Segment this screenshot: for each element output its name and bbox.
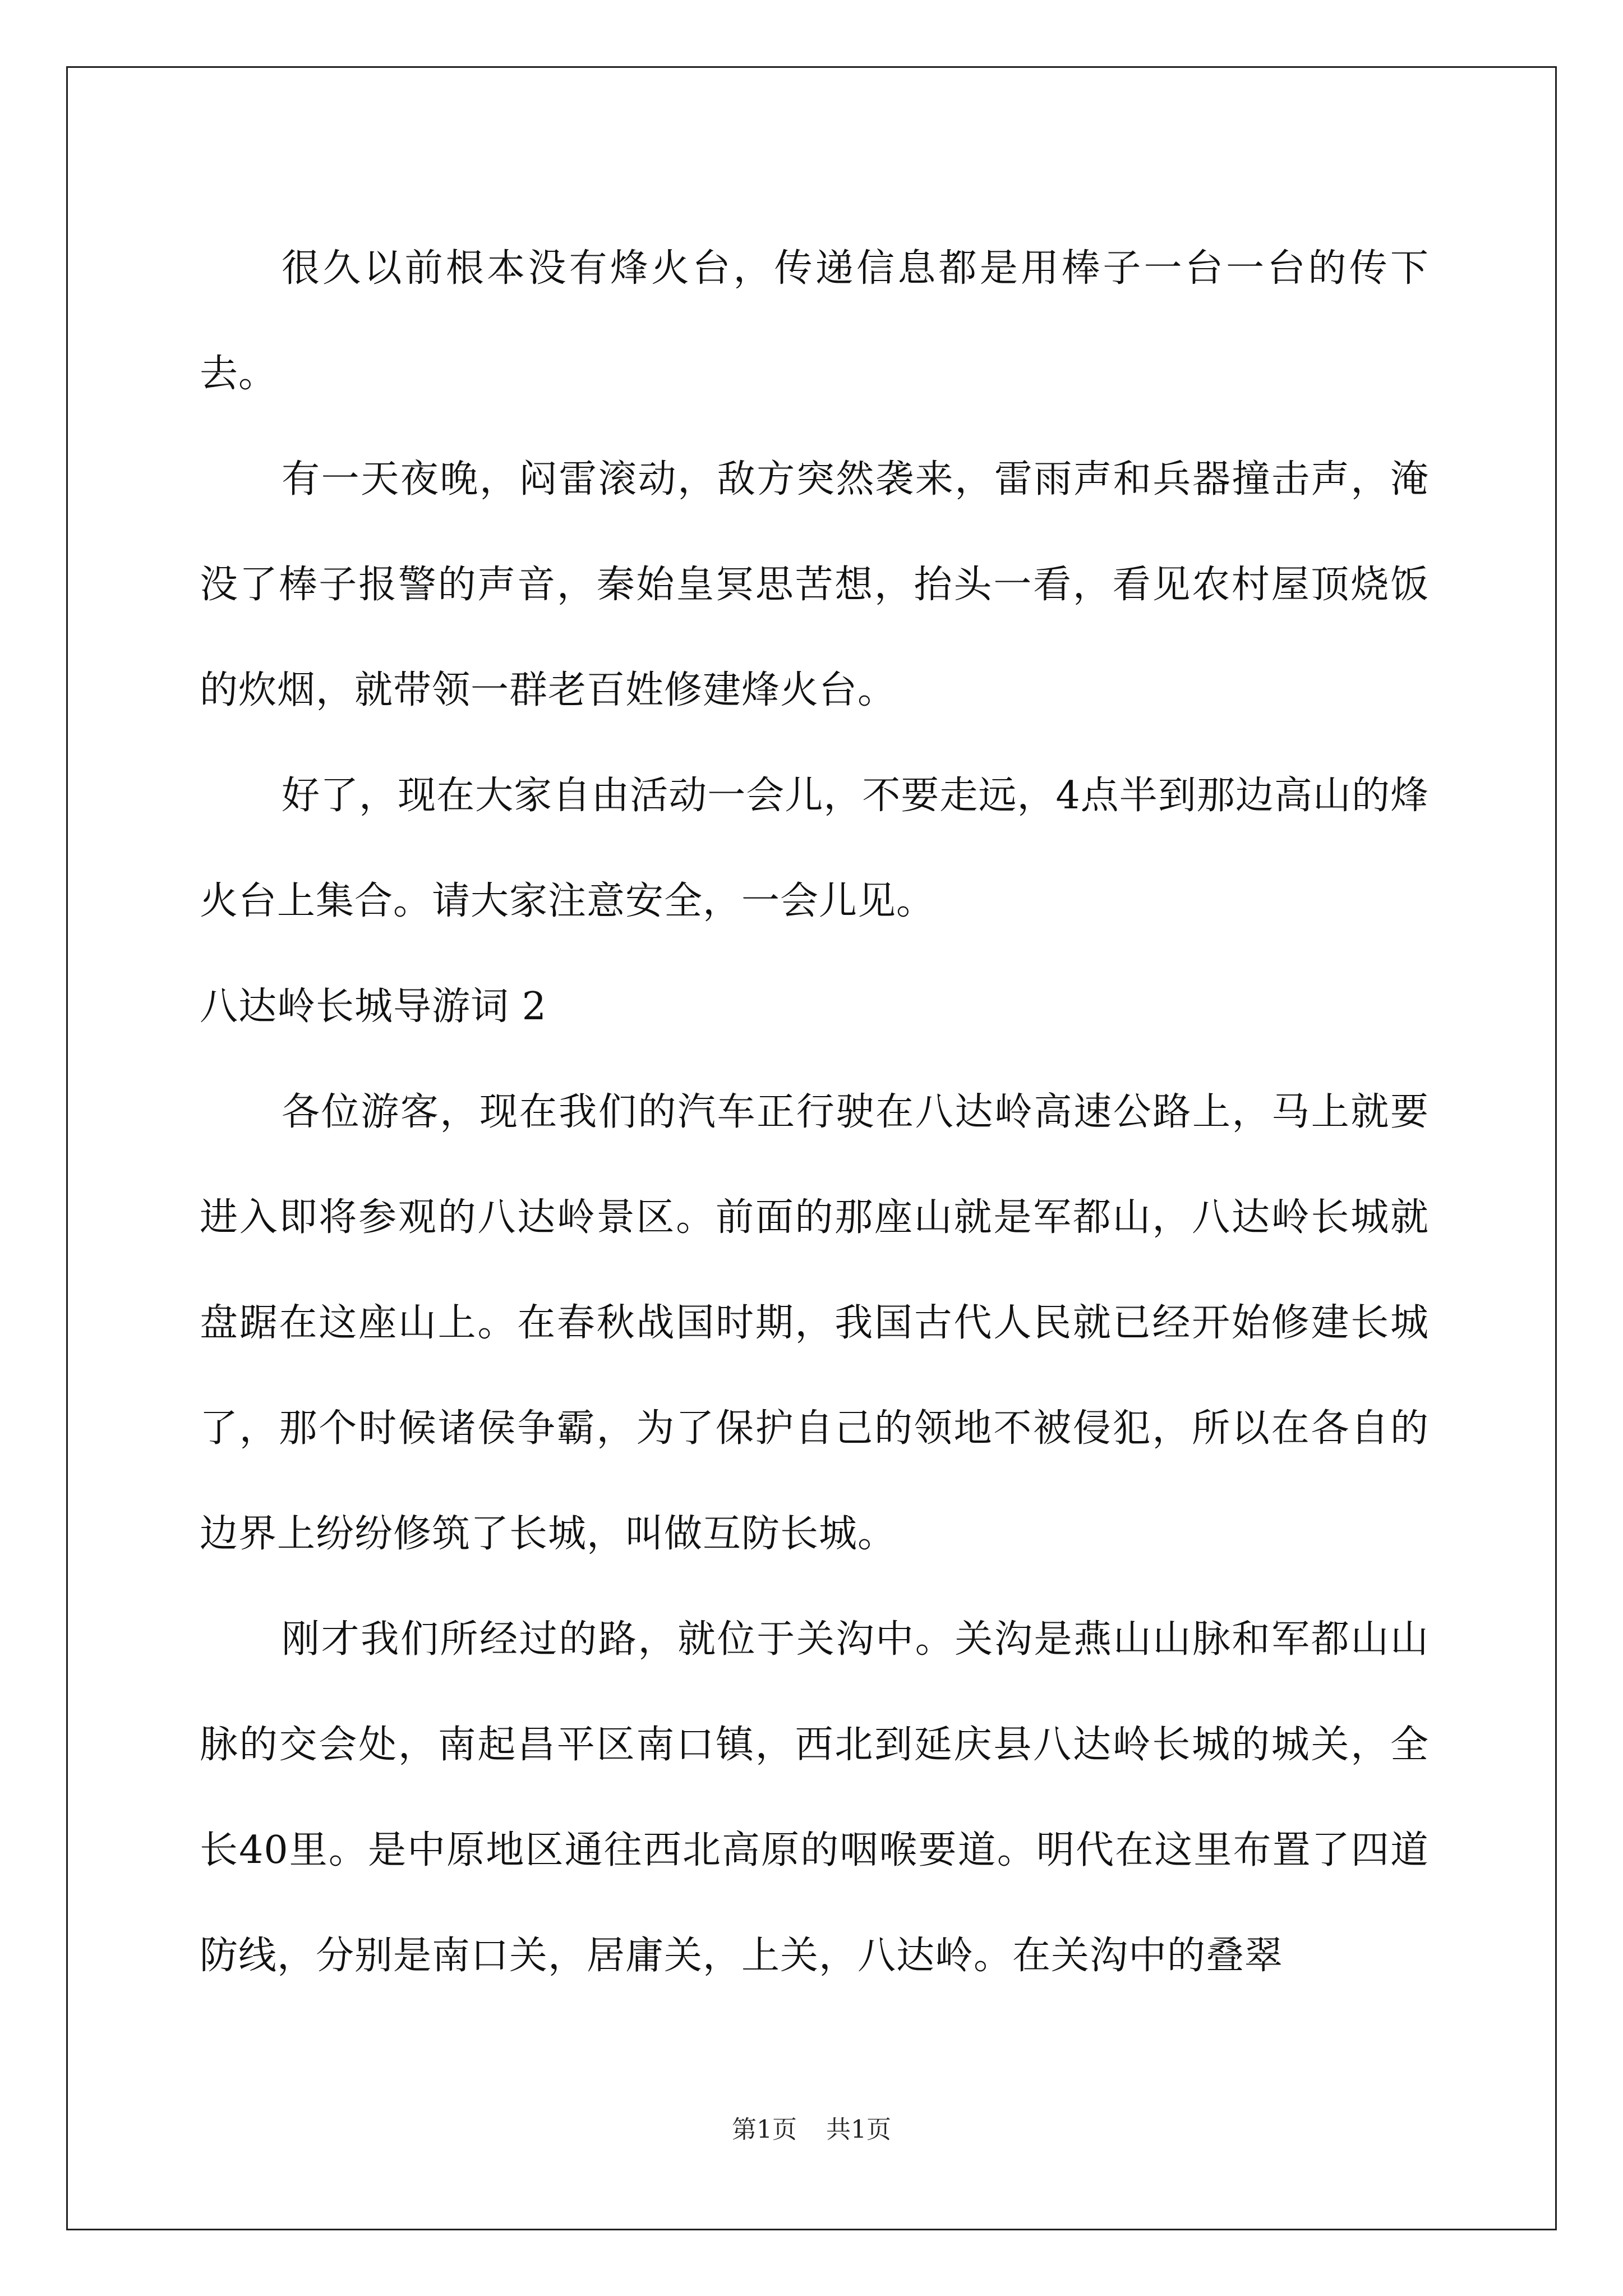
page-total: 共1页 (826, 2115, 891, 2144)
paragraph-4: 各位游客，现在我们的汽车正行驶在八达岭高速公路上，马上就要进入即将参观的八达岭景区。前面的那座山就是军都山，八达岭长城就盘踞在这座山上。在春秋战国时期，我国古代人民就已经开始修建长城了，那个时候诸侯争霸，为了保护自己的领地不被侵犯，所以在各自的边界上纷纷修筑了长城，叫做互防长城。 (200, 1090, 1429, 1556)
page-footer (0, 2109, 1623, 2145)
document-body (200, 216, 1429, 2009)
paragraph-2: 有一天夜晚，闷雷滚动，敌方突然袭来，雷雨声和兵器撞击声，淹没了棒子报警的声音，秦始皇冥思苦想，抬头一看，看见农村屋顶烧饭的炊烟，就带领一群老百姓修建烽火台。 (200, 457, 1429, 712)
paragraph-1: 很久以前根本没有烽火台，传递信息都是用棒子一台一台的传下去。 (200, 246, 1429, 396)
paragraph-3: 好了，现在大家自由活动一会儿，不要走远，4点半到那边高山的烽火台上集合。请大家注意安全，一会儿见。 (200, 774, 1429, 923)
page-number: 第1页 (732, 2115, 797, 2144)
paragraph-5: 刚才我们所经过的路，就位于关沟中。关沟是燕山山脉和军都山山脉的交会处，南起昌平区南口镇，西北到延庆县八达岭长城的城关，全长40里。是中原地区通往西北高原的咽喉要道。明代在这里布置了四道防线，分别是南口关，居庸关，上关，八达岭。在关沟中的叠翠 (200, 1617, 1429, 1978)
section-heading: 八达岭长城导游词 2 (200, 984, 547, 1029)
